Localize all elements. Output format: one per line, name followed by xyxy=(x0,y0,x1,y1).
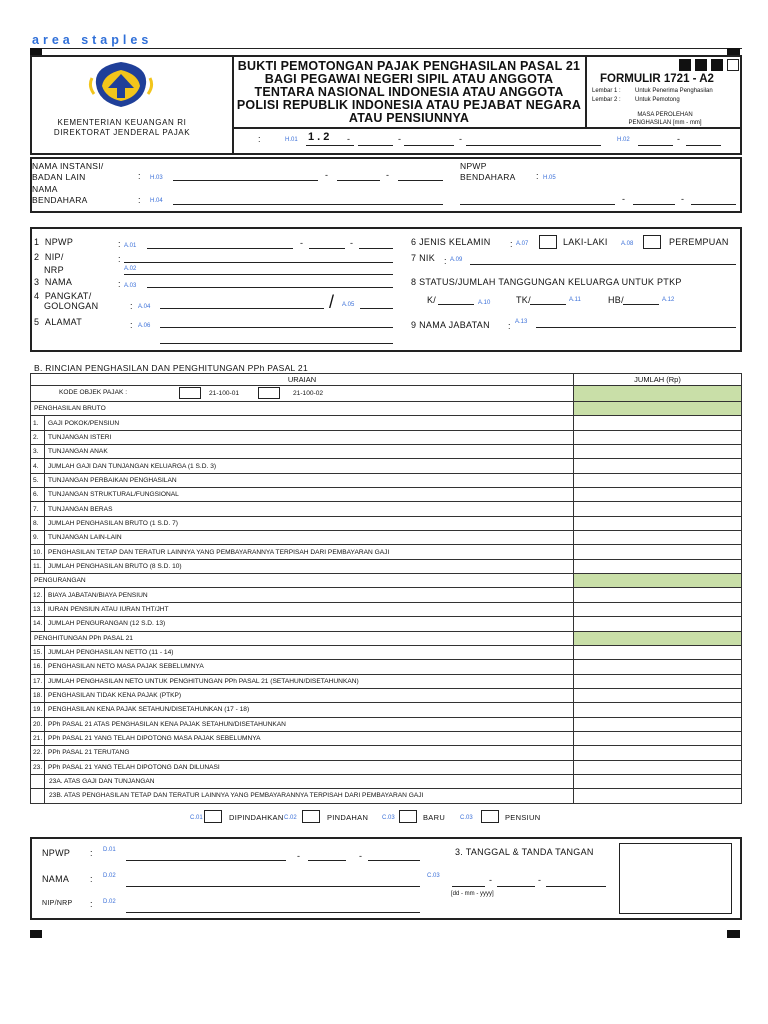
pensiun-label: PENSIUN xyxy=(505,813,541,822)
row-number: 21. xyxy=(31,731,45,745)
a-npwp-seg-3[interactable] xyxy=(359,248,393,249)
row-number: 20. xyxy=(31,717,45,731)
table-row xyxy=(31,559,742,573)
kode-1-label: 21-100-01 xyxy=(209,390,240,397)
c-npwp-seg-1[interactable] xyxy=(126,860,286,861)
row-number: 18. xyxy=(31,688,45,702)
section-amount xyxy=(574,402,742,416)
amount-input[interactable] xyxy=(574,516,742,530)
kode-2-checkbox[interactable] xyxy=(258,387,280,399)
d01-code: D.01 xyxy=(103,847,116,853)
amount-input[interactable] xyxy=(574,602,742,616)
amount-input[interactable] xyxy=(574,774,742,788)
kode-2-label: 21-100-02 xyxy=(293,390,324,397)
code-square-3 xyxy=(711,59,723,71)
a-field-golongan: GOLONGAN xyxy=(44,301,99,311)
col-uraian: URAIAN xyxy=(31,374,574,386)
section-label: PENGHASILAN BRUTO xyxy=(31,402,574,416)
kode-objek-amount xyxy=(574,386,742,402)
nomor-dash-1: - xyxy=(347,134,350,144)
table-row xyxy=(31,631,742,645)
a-field-pangkat xyxy=(34,291,92,301)
amount-input[interactable] xyxy=(574,660,742,674)
a01-code: A.01 xyxy=(124,243,137,249)
row-label: TUNJANGAN PERBAIKAN PENGHASILAN xyxy=(45,473,574,487)
row-label: PPh PASAL 21 YANG TELAH DIPOTONG MASA PAJAK SEBELUMNYA xyxy=(45,731,574,745)
masa-perolehan-2: PENGHASILAN [mm - mm] xyxy=(628,120,702,126)
nomor-seg-2 xyxy=(358,145,393,146)
k-label: K/ xyxy=(427,295,437,305)
table-row xyxy=(31,789,742,803)
table-row xyxy=(31,488,742,502)
amount-input[interactable] xyxy=(574,416,742,430)
nomor-seg-1 xyxy=(306,145,354,146)
tk-label: TK/ xyxy=(516,295,531,305)
npwp-bendahara-label xyxy=(460,161,516,183)
a-npwp-dash-2: - xyxy=(350,238,353,248)
amount-input[interactable] xyxy=(574,674,742,688)
row-label: PENGHASILAN KENA PAJAK SETAHUN/DISETAHUNKAN (17 - 18) xyxy=(45,703,574,717)
a-nip-colon: : xyxy=(118,254,121,264)
nama-bendahara-input[interactable] xyxy=(173,204,443,205)
org-line-1: KEMENTERIAN KEUANGAN RI xyxy=(57,118,187,127)
amount-input[interactable] xyxy=(574,430,742,444)
code-square-1 xyxy=(679,59,691,71)
instansi-colon-1: : xyxy=(138,171,141,181)
title-line-2: BAGI PEGAWAI NEGERI SIPIL ATAU ANGGOTA xyxy=(264,72,554,86)
a-nip-input[interactable] xyxy=(124,262,393,263)
amount-input[interactable] xyxy=(574,588,742,602)
nomor-input[interactable] xyxy=(466,145,601,146)
a-nama-label: NAMA xyxy=(44,277,73,287)
npwp-bendahara-seg-2[interactable] xyxy=(633,204,675,205)
header-divider-left xyxy=(232,55,234,155)
row-label: JUMLAH PENGHASILAN BRUTO (1 S.D. 7) xyxy=(45,516,574,530)
a10-code: A.10 xyxy=(478,300,491,306)
c-nipnrp-input[interactable] xyxy=(126,912,420,913)
a-npwp-dash-1: - xyxy=(300,238,303,248)
table-row xyxy=(31,473,742,487)
row-number: 23. xyxy=(31,760,45,774)
jabatan-input[interactable] xyxy=(536,327,736,328)
row-number: 14. xyxy=(31,617,45,631)
c-npwp-seg-2[interactable] xyxy=(308,860,346,861)
row-number: 5. xyxy=(31,473,45,487)
instansi-colon-3: : xyxy=(138,195,141,205)
nik-colon: : xyxy=(444,256,447,266)
nomor-dash-3: - xyxy=(459,134,462,144)
pensiun-checkbox[interactable] xyxy=(481,810,499,823)
row-number: 3. xyxy=(31,445,45,459)
org-line-2: DIREKTORAT JENDERAL PAJAK xyxy=(53,128,191,137)
row-number: 1. xyxy=(31,416,45,430)
a04-code: A.04 xyxy=(138,304,151,310)
kode-objek-row xyxy=(31,386,742,402)
form-title xyxy=(236,60,582,125)
amount-input[interactable] xyxy=(574,645,742,659)
c03-code-date: C.03 xyxy=(427,873,440,879)
perempuan-label: PEREMPUAN xyxy=(669,237,729,247)
kemenkeu-logo-icon xyxy=(88,58,154,110)
row-label: PENGHASILAN NETO MASA PAJAK SEBELUMNYA xyxy=(45,660,574,674)
instansi-npwp-seg-3[interactable] xyxy=(398,180,443,181)
area-staples-label: area staples xyxy=(32,33,153,47)
section-amount xyxy=(574,631,742,645)
instansi-dash-1: - xyxy=(325,170,328,180)
a-nip-num: 2 xyxy=(34,252,40,262)
a02-code: A.02 xyxy=(124,266,137,272)
row-label: TUNJANGAN BERAS xyxy=(45,502,574,516)
row-label: JUMLAH PENGHASILAN BRUTO (8 S.D. 10) xyxy=(45,559,574,573)
header-divider-right xyxy=(585,55,587,129)
nama-bendahara-label xyxy=(32,184,88,206)
row-label: PPh PASAL 21 ATAS PENGHASILAN KENA PAJAK SETAHUN/DISETAHUNKAN xyxy=(45,717,574,731)
lembar-1-label: Lembar 1 : xyxy=(592,88,621,94)
table-row xyxy=(31,717,742,731)
row-number xyxy=(31,789,45,803)
a-field-alamat xyxy=(34,317,82,327)
table-row xyxy=(31,602,742,616)
row-label: GAJI POKOK/PENSIUN xyxy=(45,416,574,430)
h05-code: H.05 xyxy=(543,175,556,181)
row-label: TUNJANGAN STRUKTURAL/FUNGSIONAL xyxy=(45,488,574,502)
section-label: PENGURANGAN xyxy=(31,574,574,588)
a-nama-input[interactable] xyxy=(147,287,393,288)
amount-input[interactable] xyxy=(574,717,742,731)
row-label: PENGHASILAN TETAP DAN TERATUR LAINNYA YANG PEMBAYARANNYA TERPISAH DARI PEMBAYARAN GAJI xyxy=(45,545,574,559)
dipindahkan-checkbox[interactable] xyxy=(204,810,222,823)
a-npwp-colon: : xyxy=(118,239,121,249)
a-pangkat-label: PANGKAT/ xyxy=(44,291,92,301)
row-label: PPh PASAL 21 TERUTANG xyxy=(45,746,574,760)
a12-code: A.12 xyxy=(662,297,675,303)
row-label: TUNJANGAN ANAK xyxy=(45,445,574,459)
row-number: 9. xyxy=(31,531,45,545)
nama-instansi-label xyxy=(32,161,104,183)
row-number: 4. xyxy=(31,459,45,473)
tanggal-ttd-label: 3. TANGGAL & TANDA TANGAN xyxy=(455,847,594,857)
masa-perolehan-1: MASA PEROLEHAN xyxy=(637,112,693,118)
table-row xyxy=(31,459,742,473)
k-input[interactable] xyxy=(438,304,474,305)
a-nrp-input[interactable] xyxy=(124,274,393,275)
a-golongan-input[interactable] xyxy=(360,308,393,309)
row-number xyxy=(31,774,45,788)
table-row xyxy=(31,574,742,588)
date-dash-2: - xyxy=(538,875,541,885)
section-amount xyxy=(574,574,742,588)
a-field-nrp: NRP xyxy=(44,265,64,275)
table-row xyxy=(31,416,742,430)
h03-code: H.03 xyxy=(150,175,163,181)
amount-input[interactable] xyxy=(574,459,742,473)
table-row xyxy=(31,731,742,745)
a03-code: A.03 xyxy=(124,283,137,289)
h01-code: H.01 xyxy=(285,137,298,143)
pindahan-label: PINDAHAN xyxy=(327,813,369,822)
nama-bendahara-line-2: BENDAHARA xyxy=(32,195,88,205)
c-nama-input[interactable] xyxy=(126,886,420,887)
amount-input[interactable] xyxy=(574,473,742,487)
code-square-2 xyxy=(695,59,707,71)
code-square-4 xyxy=(727,59,739,71)
header-hrule xyxy=(232,127,742,129)
section-label: PENGHITUNGAN PPh PASAL 21 xyxy=(31,631,574,645)
table-row xyxy=(31,774,742,788)
date-dash-1: - xyxy=(489,875,492,885)
amount-input[interactable] xyxy=(574,688,742,702)
a05-code: A.05 xyxy=(342,302,355,308)
amount-input[interactable] xyxy=(574,617,742,631)
hb-input[interactable] xyxy=(623,304,659,305)
row-label: JUMLAH PENGHASILAN NETO UNTUK PENGHITUNGAN PPh PASAL 21 (SETAHUN/DISETAHUNKAN) xyxy=(45,674,574,688)
row-label: JUMLAH PENGURANGAN (12 S.D. 13) xyxy=(45,617,574,631)
row-number: 16. xyxy=(31,660,45,674)
c03-code-pensiun: C.03 xyxy=(460,815,473,821)
a-nama-colon: : xyxy=(118,279,121,289)
row-number: 17. xyxy=(31,674,45,688)
instansi-npwp-seg-1[interactable] xyxy=(173,180,318,181)
nomor-seg-3 xyxy=(404,145,454,146)
instansi-colon-2: : xyxy=(536,171,539,181)
c02-code: C.02 xyxy=(284,815,297,821)
npwp-bendahara-seg-1[interactable] xyxy=(460,204,615,205)
c-npwp-colon: : xyxy=(90,848,93,858)
corner-mark-bottom-right xyxy=(727,930,740,938)
tk-input[interactable] xyxy=(530,304,566,305)
h02-code: H.02 xyxy=(617,137,630,143)
a-npwp-label: NPWP xyxy=(44,237,74,247)
jabatan-colon: : xyxy=(508,321,511,331)
row-number: 6. xyxy=(31,488,45,502)
npwp-bendahara-line-2: BENDAHARA xyxy=(460,172,516,182)
a09-code: A.09 xyxy=(450,257,463,263)
a-nama-num: 3 xyxy=(34,277,40,287)
a-alamat-colon: : xyxy=(130,320,133,330)
kode-objek-cell xyxy=(31,386,574,402)
a-pangkat-slash: / xyxy=(329,292,335,312)
row-number: 15. xyxy=(31,645,45,659)
table-row xyxy=(31,545,742,559)
table-row xyxy=(31,402,742,416)
table-row xyxy=(31,760,742,774)
a-npwp-seg-2[interactable] xyxy=(309,248,345,249)
row-label: JUMLAH PENGHASILAN NETTO (11 - 14) xyxy=(45,645,574,659)
table-row xyxy=(31,703,742,717)
a06-code: A.06 xyxy=(138,323,151,329)
amount-input[interactable] xyxy=(574,703,742,717)
kode-objek-label: KODE OBJEK PAJAK : xyxy=(59,389,128,396)
nama-instansi-line-2: BADAN LAIN xyxy=(32,172,86,182)
table-row xyxy=(31,502,742,516)
row-label: JUMLAH GAJI DAN TUNJANGAN KELUARGA (1 S.D. 3) xyxy=(45,459,574,473)
amount-input[interactable] xyxy=(574,531,742,545)
instansi-npwp-seg-2[interactable] xyxy=(337,180,380,181)
dipindahkan-label: DIPINDAHKAN xyxy=(229,813,284,822)
table-row xyxy=(31,746,742,760)
nomor-dash-2: - xyxy=(398,134,401,144)
row-number: 19. xyxy=(31,703,45,717)
a-pangkat-input[interactable] xyxy=(160,308,324,309)
amount-input[interactable] xyxy=(574,445,742,459)
amount-input[interactable] xyxy=(574,789,742,803)
nik-label: 7 NIK xyxy=(411,253,436,263)
row-label: TUNJANGAN ISTERI xyxy=(45,430,574,444)
a11-code: A.11 xyxy=(569,297,581,303)
laki-laki-checkbox[interactable] xyxy=(539,235,557,249)
c01-code: C.01 xyxy=(190,815,203,821)
c-npwp-dash-2: - xyxy=(359,851,362,861)
amount-input[interactable] xyxy=(574,488,742,502)
row-number: 2. xyxy=(31,430,45,444)
income-table xyxy=(30,373,742,804)
title-line-3: TENTARA NASIONAL INDONESIA ATAU ANGGOTA xyxy=(254,85,564,99)
row-number: 11. xyxy=(31,559,45,573)
d02-code-2: D.02 xyxy=(103,899,116,905)
row-label: PPh PASAL 21 YANG TELAH DIPOTONG DAN DILUNASI xyxy=(45,760,574,774)
baru-label: BARU xyxy=(423,813,446,822)
masa-to-input[interactable] xyxy=(686,145,721,146)
c-npwp-dash-1: - xyxy=(297,851,300,861)
c-npwp-label: NPWP xyxy=(42,848,71,858)
amount-input[interactable] xyxy=(574,746,742,760)
amount-input[interactable] xyxy=(574,559,742,573)
a-alamat-num: 5 xyxy=(34,317,40,327)
jabatan-label: 9 NAMA JABATAN xyxy=(411,320,490,330)
table-header-row xyxy=(31,374,742,386)
section-a-frame xyxy=(30,227,742,352)
row-label: TUNJANGAN LAIN-LAIN xyxy=(45,531,574,545)
row-label: IURAN PENSIUN ATAU IURAN THT/JHT xyxy=(45,602,574,616)
nama-instansi-line-1: NAMA INSTANSI/ xyxy=(32,161,104,171)
row-number: 13. xyxy=(31,602,45,616)
row-number: 12. xyxy=(31,588,45,602)
a-pangkat-num: 4 xyxy=(34,291,40,301)
instansi-dash-2: - xyxy=(386,170,389,180)
amount-input[interactable] xyxy=(574,760,742,774)
a08-code: A.08 xyxy=(621,241,634,247)
table-row xyxy=(31,674,742,688)
d02-code: D.02 xyxy=(103,873,116,879)
nomor-prefix: 1 . 2 xyxy=(308,131,330,143)
table-row xyxy=(31,660,742,674)
a-nip-label: NIP/ xyxy=(44,252,64,262)
table-row xyxy=(31,645,742,659)
a-alamat-input-1[interactable] xyxy=(160,327,393,328)
c-nipnrp-colon: : xyxy=(90,899,93,909)
c-nama-colon: : xyxy=(90,874,93,884)
table-row xyxy=(31,531,742,545)
nama-bendahara-line-1: NAMA xyxy=(32,184,58,194)
table-row xyxy=(31,430,742,444)
npwp-bendahara-seg-3[interactable] xyxy=(691,204,736,205)
a-npwp-num: 1 xyxy=(34,237,40,247)
a-field-nama xyxy=(34,277,72,287)
laki-laki-label: LAKI-LAKI xyxy=(563,237,608,247)
table-row xyxy=(31,445,742,459)
h04-code: H.04 xyxy=(150,198,163,204)
kode-1-checkbox[interactable] xyxy=(179,387,201,399)
hb-label: HB/ xyxy=(608,295,624,305)
col-jumlah: JUMLAH (Rp) xyxy=(574,374,742,386)
row-label: BIAYA JABATAN/BIAYA PENSIUN xyxy=(45,588,574,602)
date-dd-input[interactable] xyxy=(452,886,485,887)
lembar-1-text: Untuk Penerima Penghasilan xyxy=(635,88,713,94)
amount-input[interactable] xyxy=(574,731,742,745)
amount-input[interactable] xyxy=(574,545,742,559)
row-label: 23B. ATAS PENGHASILAN TETAP DAN TERATUR LAINNYA YANG PEMBAYARANNYA TERPISAH DARI PEMBAYARAN GAJI xyxy=(45,789,574,803)
table-row xyxy=(31,516,742,530)
row-label: PENGHASILAN TIDAK KENA PAJAK (PTKP) xyxy=(45,688,574,702)
jenis-kelamin-label: 6 JENIS KELAMIN xyxy=(411,237,491,247)
row-number: 10. xyxy=(31,545,45,559)
a13-code: A.13 xyxy=(515,319,528,325)
perempuan-checkbox[interactable] xyxy=(643,235,661,249)
npwp-bendahara-line-1: NPWP xyxy=(460,161,487,171)
c-nama-label: NAMA xyxy=(42,874,70,884)
pindahan-checkbox[interactable] xyxy=(302,810,320,823)
date-format-hint: [dd - mm - yyyy] xyxy=(451,891,494,897)
corner-mark-bottom-left xyxy=(30,930,42,938)
lembar-2-text: Untuk Pemotong xyxy=(635,97,680,103)
bendahara-dash-2: - xyxy=(681,194,684,204)
jk-colon: : xyxy=(510,239,513,249)
row-number: 8. xyxy=(31,516,45,530)
masa-from-input[interactable] xyxy=(638,145,673,146)
amount-input[interactable] xyxy=(574,502,742,516)
top-rule xyxy=(30,48,742,49)
title-line-1: BUKTI PEMOTONGAN PAJAK PENGHASILAN PASAL 21 xyxy=(237,59,581,73)
nik-input[interactable] xyxy=(470,264,736,265)
masa-dash: - xyxy=(677,134,680,144)
section-b-title: B. RINCIAN PENGHASILAN DAN PENGHITUNGAN PPh PASAL 21 xyxy=(34,363,308,373)
a-alamat-input-2[interactable] xyxy=(160,343,393,344)
signature-box[interactable] xyxy=(619,843,732,914)
date-yyyy-input[interactable] xyxy=(546,886,606,887)
a-alamat-label: ALAMAT xyxy=(44,317,83,327)
row-label: 23A. ATAS GAJI DAN TUNJANGAN xyxy=(45,774,574,788)
status-ptkp-label: 8 STATUS/JUMLAH TANGGUNGAN KELUARGA UNTUK PTKP xyxy=(411,277,682,287)
table-row xyxy=(31,617,742,631)
title-line-4: POLISI REPUBLIK INDONESIA ATAU PEJABAT NEGARA xyxy=(236,98,582,112)
lembar-2-label: Lembar 2 : xyxy=(592,97,621,103)
baru-checkbox[interactable] xyxy=(399,810,417,823)
form-code: FORMULIR 1721 - A2 xyxy=(600,73,714,85)
nomor-colon: : xyxy=(258,134,261,144)
c-npwp-seg-3[interactable] xyxy=(368,860,420,861)
title-line-5: ATAU PENSIUNNYA xyxy=(348,111,470,125)
row-number: 7. xyxy=(31,502,45,516)
bendahara-dash-1: - xyxy=(622,194,625,204)
row-number: 22. xyxy=(31,746,45,760)
date-mm-input[interactable] xyxy=(497,886,535,887)
a-field-nip xyxy=(34,252,64,262)
table-row xyxy=(31,688,742,702)
c-nipnrp-label: NIP/NRP xyxy=(42,900,73,907)
a-pangkat-colon: : xyxy=(130,301,133,311)
table-row xyxy=(31,588,742,602)
c03-code-baru: C.03 xyxy=(382,815,395,821)
a-field-npwp xyxy=(34,237,73,247)
a-npwp-seg-1[interactable] xyxy=(147,248,293,249)
a07-code: A.07 xyxy=(516,241,529,247)
